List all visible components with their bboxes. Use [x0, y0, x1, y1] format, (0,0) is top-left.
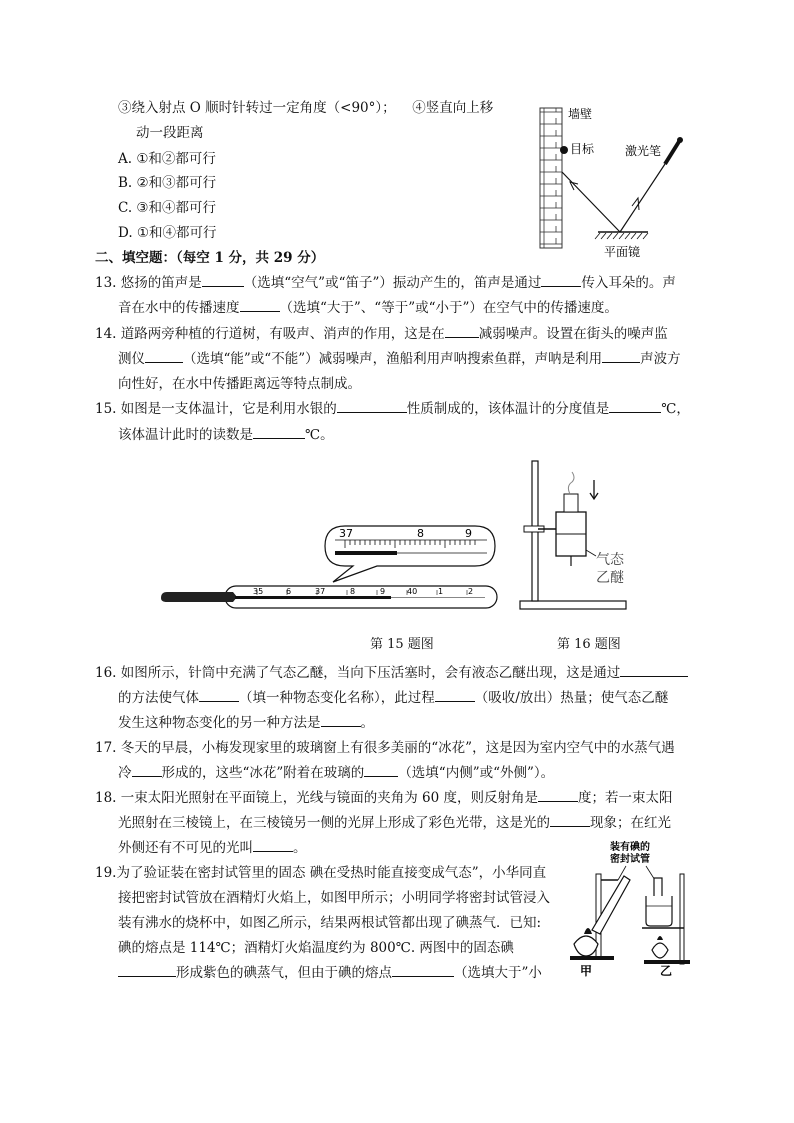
q16-blank-3[interactable]	[435, 686, 475, 702]
q14-line1	[95, 322, 668, 346]
q17-blank-1[interactable]	[132, 761, 162, 777]
q16-blank-2[interactable]	[199, 686, 239, 702]
q14-text-e: 声波方	[640, 351, 681, 367]
laser-label: 激光笔	[625, 144, 662, 158]
q19-text-a: 形成紫色的碘蒸气，但由于碘的熔点	[176, 965, 392, 981]
tube-label-line2: 密封试管	[610, 854, 650, 865]
q14-line2	[118, 347, 681, 371]
q15-blank-3[interactable]	[253, 423, 305, 439]
arrow-down-icon	[590, 480, 598, 499]
mercury-column	[235, 596, 391, 599]
wall-label: 墙壁	[568, 107, 593, 121]
q16-blank-4[interactable]	[321, 711, 361, 727]
section-title: 二、填空题：（每空 1 分，共 29 分）	[95, 250, 325, 266]
q15-text-b: 性质制成的，该体温计的分度值是	[406, 401, 610, 417]
syringe-stand-figure	[512, 460, 637, 615]
zoom-label-9: 9	[465, 527, 472, 540]
q14-line3: 向性好，在水中传播距离远等特点制成。	[118, 376, 361, 392]
iodine-experiment-figure	[566, 838, 694, 978]
q13-line1	[95, 271, 676, 295]
scale-label-38: 8	[350, 587, 356, 596]
q16-text-f: 。	[360, 715, 374, 731]
q13-blank-2[interactable]	[541, 271, 581, 287]
q12-choice-c: C. ③和④都可行	[118, 200, 217, 216]
q13-text-c: 传入耳朵的。声	[581, 275, 676, 291]
q12-choice-a: A. ①和②都可行	[118, 151, 216, 167]
wall	[540, 108, 562, 248]
laser-pen-icon	[665, 137, 683, 164]
q16-text-a: 16. 如图所示，针筒中充满了气态乙醚，当向下压活塞时，会有液态乙醚出现，这是通过	[95, 665, 621, 681]
scale-label-41: 1	[438, 587, 444, 596]
q18-line3	[118, 836, 307, 860]
reflected-ray	[562, 172, 620, 232]
scale-label-37: 37	[315, 587, 326, 596]
figure15-caption: 第 15 题图	[370, 637, 434, 652]
flame-icon	[584, 928, 592, 934]
q16-text-c: （填一种物态变化名称），此过程	[239, 690, 435, 706]
q14-text-a: 14. 道路两旁种植的行道树，有吸声、消声的作用，这是在	[95, 326, 445, 342]
syringe-plunger	[564, 494, 578, 512]
q16-line2	[118, 686, 668, 710]
q18-text-f: 。	[293, 840, 307, 856]
q18-text-d: 现象；在红光	[590, 815, 671, 831]
stand-base	[520, 601, 626, 609]
plunger-handle	[568, 472, 574, 494]
q17-text-c: （选填“内侧”或“外侧”）。	[398, 765, 555, 781]
q15-text-c: ℃，	[661, 401, 690, 417]
q14-text-c: 测仪	[118, 351, 145, 367]
figure16-caption: 第 16 题图	[557, 637, 621, 652]
q12-choice-d: D. ①和④都可行	[118, 225, 217, 241]
q19-line2: 接把密封试管放在酒精灯火焰上，如图甲所示；小明同学将密封试管浸入	[118, 890, 550, 906]
scale-label-40: 40	[407, 587, 418, 596]
beaker	[646, 896, 672, 926]
q14-blank-2[interactable]	[145, 347, 183, 363]
q12-option4-text: ④竖直向上移	[412, 100, 494, 116]
target-dot	[560, 146, 568, 154]
zoom-label-37: 37	[339, 527, 353, 540]
flame-icon-2	[657, 936, 663, 940]
q19-line1: 19.为了验证装在密封试管里的固态 碘在受热时能直接变成气态”，小华同直	[95, 865, 547, 881]
q15-text-d: 该体温计此时的读数是	[118, 427, 253, 443]
q19-blank-1[interactable]	[118, 961, 176, 977]
q16-line1	[95, 661, 688, 685]
q15-text-e: ℃。	[305, 427, 334, 443]
q17-line1: 17. 冬天的早晨，小梅发现家里的玻璃窗上有很多美丽的“冰花”，这是因为室内空气中的水蒸气遇	[95, 740, 675, 756]
q14-blank-1[interactable]	[445, 322, 479, 338]
q15-blank-2[interactable]	[609, 397, 661, 413]
q13-line2	[118, 296, 618, 320]
alcohol-lamp-2	[652, 943, 668, 958]
q12-line2: 动一段距离	[136, 125, 204, 141]
q15-line2	[118, 423, 334, 447]
q19-blank-2[interactable]	[392, 961, 454, 977]
q14-blank-3[interactable]	[602, 347, 640, 363]
alcohol-lamp	[574, 936, 598, 956]
scale-label-39: 9	[380, 587, 386, 596]
q15-text-a: 15. 如图是一支体温计，它是利用水银的	[95, 401, 337, 417]
mirror-label: 平面镜	[604, 245, 641, 259]
q12-option3-text: ③绕入射点 O 顺时针转过一定角度（<90°）；	[118, 100, 396, 116]
q18-text-e: 外侧还有不可见的光叫	[118, 840, 253, 856]
incident-ray	[620, 164, 665, 232]
q17-blank-2[interactable]	[364, 761, 398, 777]
zoom-mercury-column	[335, 551, 397, 555]
q13-text-e: （选填“大于”、“等于”或“小于”）在空气中的传播速度。	[279, 300, 618, 316]
scale-label-42: 2	[468, 587, 474, 596]
q13-text-b: （选填“空气”或“笛子”）振动产生的，笛声是通过	[243, 275, 542, 291]
q13-blank-3[interactable]	[240, 296, 280, 312]
q12-line1	[118, 96, 493, 120]
gas-label-line1: 气态	[596, 552, 624, 568]
q18-line2	[118, 811, 671, 835]
q16-line3	[118, 711, 374, 735]
q14-text-d: （选填“能”或“不能”）减弱噪声，渔船利用声呐搜索鱼群，声呐是利用	[183, 351, 603, 367]
q19-text-b: （选填大于”小	[454, 965, 542, 981]
q18-blank-1[interactable]	[538, 786, 578, 802]
q18-text-c: 光照射在三棱镜上，在三棱镜另一侧的光屏上形成了彩色光带，这是光的	[118, 815, 550, 831]
yi-setup	[642, 874, 690, 964]
q12-choice-b: B. ②和③都可行	[118, 175, 217, 191]
q18-text-b: 度；若一束太阳	[578, 790, 673, 806]
q15-blank-1[interactable]	[337, 397, 407, 413]
q13-blank-1[interactable]	[202, 271, 244, 287]
thermometer-bulb	[161, 592, 237, 602]
q17-text-a: 冷	[118, 765, 132, 781]
q15-line1	[95, 397, 690, 421]
q18-blank-2[interactable]	[550, 811, 590, 827]
q18-blank-3[interactable]	[253, 836, 293, 852]
label-yi: 乙	[660, 964, 673, 978]
jia-setup	[570, 874, 630, 960]
q19-line5	[118, 961, 542, 985]
scale-label-36: 6	[286, 587, 292, 596]
q16-blank-1[interactable]	[620, 661, 688, 677]
target-label: 目标	[570, 142, 595, 156]
thermometer-figure	[155, 518, 510, 618]
q18-line1	[95, 786, 673, 810]
q19-line4: 碘的熔点是 114℃；酒精灯火焰温度约为 800℃. 两图中的固态碘	[118, 940, 514, 956]
q16-text-d: （吸收/放出）热量；使气态乙醚	[474, 690, 669, 706]
scale-label-35: 35	[253, 587, 264, 596]
zoom-label-8: 8	[417, 527, 424, 540]
q13-text-d: 音在水中的传播速度	[118, 300, 240, 316]
q19-line3: 装有沸水的烧杯中，如图乙所示，结果两根试管都出现了碘蒸气．已知:	[118, 915, 542, 931]
q14-text-b: 减弱噪声。设置在街头的噪声监	[478, 326, 668, 342]
label-jia: 甲	[580, 964, 593, 978]
q16-text-b: 的方法使气体	[118, 690, 199, 706]
q18-text-a: 18. 一束太阳光照射在平面镜上，光线与镜面的夹角为 60 度，则反射角是	[95, 790, 539, 806]
q17-text-b: 形成的，这些“冰花”附着在玻璃的	[161, 765, 365, 781]
gas-label-line2: 乙醚	[596, 570, 624, 586]
tube-label-line1: 装有碘的	[610, 842, 650, 853]
q13-text-a: 13. 悠扬的笛声是	[95, 275, 202, 291]
q16-text-e: 发生这种物态变化的另一种方法是	[118, 715, 321, 731]
q17-line2	[118, 761, 554, 785]
laser-mirror-figure	[520, 100, 690, 262]
